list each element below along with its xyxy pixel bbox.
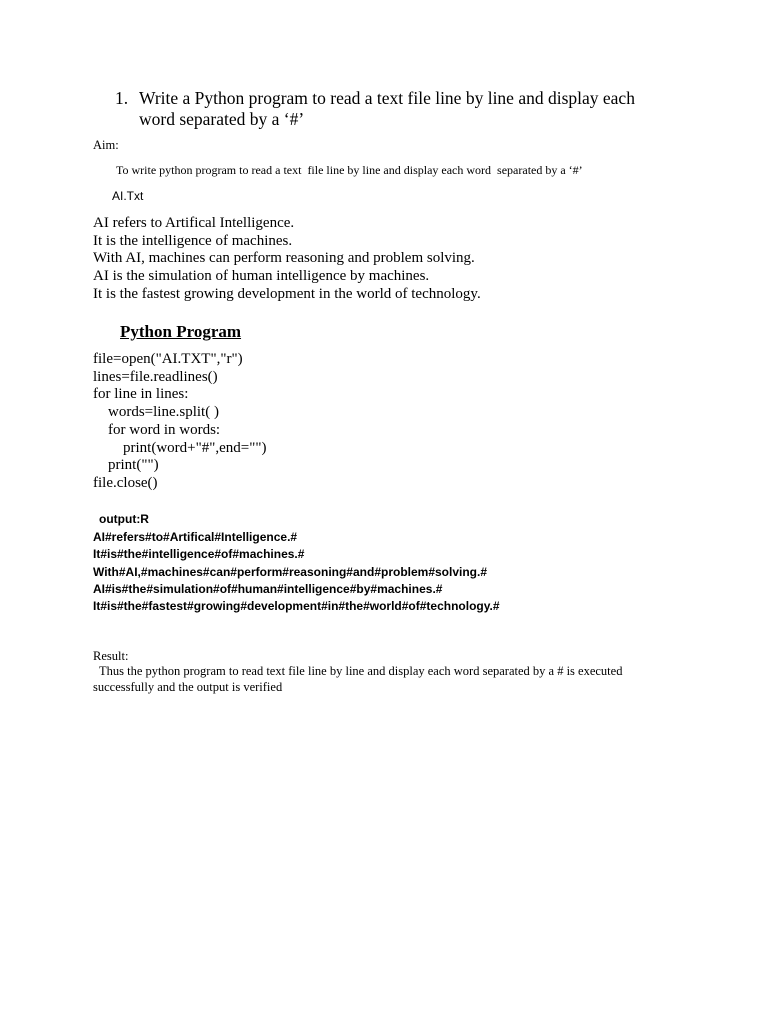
code-line: for line in lines:	[93, 386, 189, 403]
code-line: lines=file.readlines()	[93, 368, 218, 385]
aim-label: Aim:	[93, 138, 119, 152]
program-title: Python Program	[120, 322, 242, 341]
file-line: It is the fastest growing development in the world of technology.	[93, 285, 481, 302]
result-text: Thus the python program to read text file line by line and display each word separated by a # is executed successfully and the output is verified	[93, 664, 623, 694]
file-line: With AI, machines can perform reasoning and problem solving.	[93, 250, 475, 267]
question-number: 1.	[115, 88, 129, 108]
code-line: words=line.split( )	[93, 404, 219, 421]
output-line: AI#is#the#simulation#of#human#intelligence#by#machines.#	[93, 581, 443, 596]
output-label: output:R	[99, 512, 149, 526]
question-heading	[115, 88, 675, 130]
output-line: AI#refers#to#Artifical#Intelligence.#	[93, 530, 298, 544]
output-line: It#is#the#fastest#growing#development#in#the#world#of#technology.#	[93, 599, 500, 614]
code-line: print("")	[93, 457, 159, 474]
aim-text: To write python program to read a text file line by line and display each word separated by a ‘#’	[116, 163, 583, 177]
output-line: With#AI,#machines#can#perform#reasoning#and#problem#solving.#	[93, 564, 488, 579]
question-text: Write a Python program to read a text file line by line and display each word separated by a ‘#’	[139, 88, 635, 129]
file-contents	[93, 215, 481, 304]
code-line: file.close()	[93, 474, 158, 491]
code-line: file=open("AI.TXT","r")	[93, 351, 243, 367]
result-label: Result:	[93, 649, 129, 663]
file-line: AI is the simulation of human intelligence by machines.	[93, 268, 430, 285]
file-name: AI.Txt	[112, 189, 144, 203]
file-line: It is the intelligence of machines.	[93, 232, 293, 249]
output-line: It#is#the#intelligence#of#machines.#	[93, 547, 305, 562]
program-code	[93, 351, 266, 493]
code-line: print(word+"#",end="")	[93, 439, 267, 456]
program-output	[93, 529, 500, 615]
code-line: for word in words:	[93, 421, 221, 438]
file-line: AI refers to Artifical Intelligence.	[93, 215, 295, 231]
